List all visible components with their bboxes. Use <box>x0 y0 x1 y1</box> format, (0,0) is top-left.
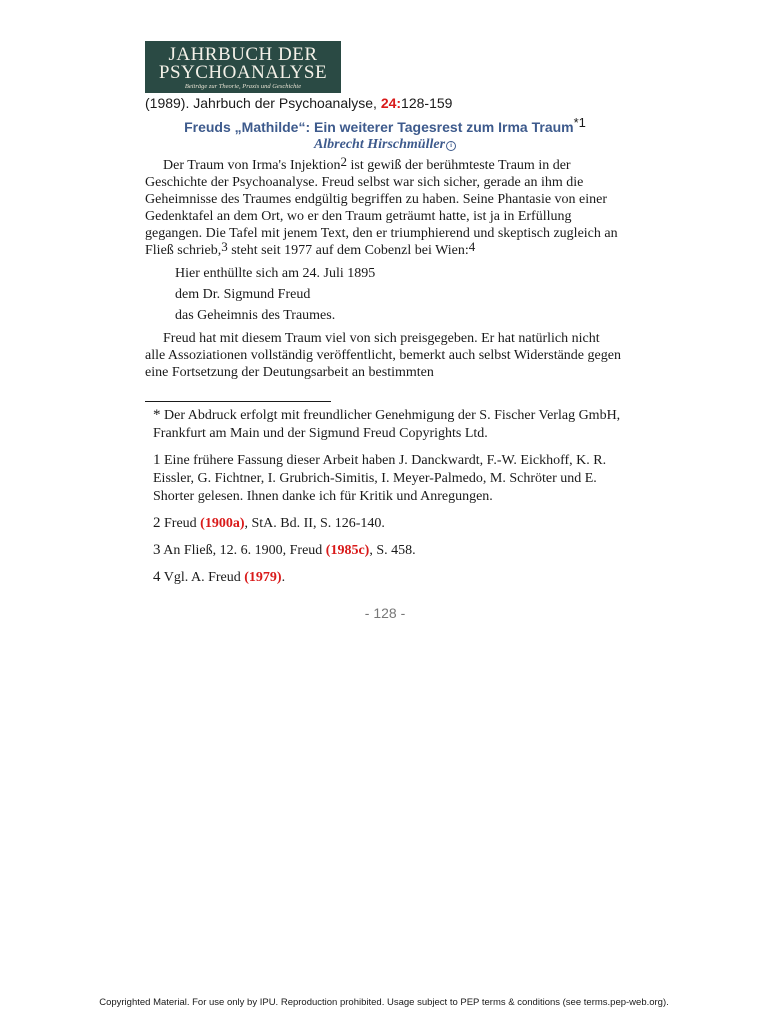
footnote-mark: * <box>153 407 161 423</box>
citation-pages: 128-159 <box>401 95 453 111</box>
volume-link[interactable]: 24: <box>380 95 402 111</box>
footnote-text: Vgl. A. Freud <box>160 570 245 585</box>
footnote-ref-4[interactable]: 4 <box>468 239 476 254</box>
footnote-mark: 1 <box>153 452 161 468</box>
footnote-divider <box>145 401 331 402</box>
author-info-icon[interactable]: i <box>446 141 456 151</box>
body-text: ist gewiß der berühmteste Traum in der Geschichte der Psychoanalyse. Freud selbst war sich sicher, gerade an ihm die Geheimnisse des Traumes endgültig begriffen zu haben. Seine Phantasie von einer Gedenktafel an dem Ort, wo er den Traum geträumt hatte, ist ja in Erfüllung gegangen. Die Tafel mit jenem Text, den er triumphierend und skeptisch zugleich an Fließ schrieb, <box>145 158 618 258</box>
page-number: - 128 - <box>364 605 406 621</box>
article-title <box>145 115 625 135</box>
body-text: Der Traum von Irma's Injektion <box>163 158 341 173</box>
citation-line <box>145 94 625 112</box>
logo-subtitle: Beiträge zur Theorie, Praxis und Geschichte <box>184 83 302 90</box>
inscription-line-2: dem Dr. Sigmund Freud <box>175 287 311 302</box>
body-paragraph-1 <box>145 154 623 259</box>
footnote-text: , StA. Bd. II, S. 126-140. <box>244 516 385 531</box>
reference-link-1985c[interactable]: (1985c) <box>325 543 370 558</box>
footnote-text: , S. 458. <box>369 543 416 558</box>
footnote-mark: 2 <box>153 515 161 531</box>
journal-logo <box>145 41 341 93</box>
author-name: Albrecht Hirschmüller <box>313 137 446 152</box>
reference-link-1979[interactable]: (1979) <box>244 570 282 585</box>
article-body <box>145 154 623 381</box>
footnote-1 <box>153 451 623 506</box>
footnote-ref-2[interactable]: 2 <box>340 154 348 169</box>
inscription <box>145 263 623 326</box>
inscription-line-1: Hier enthüllte sich am 24. Juli 1895 <box>175 266 376 281</box>
citation-prefix: (1989). Jahrbuch der Psychoanalyse, <box>145 95 381 111</box>
article-title-text: Freuds „Mathilde“: Ein weiterer Tagesrest zum Irma Traum <box>184 119 574 135</box>
body-paragraph-2: Freud hat mit diesem Traum viel von sich preisgegeben. Er hat natürlich nicht alle Assoziationen vollständig veröffentlicht, bemerkt auch selbst Widerstände gegen eine Fortsetzung der Deutungsarbeit an bestimmten <box>145 331 621 380</box>
article-author <box>145 137 625 153</box>
footnote-4 <box>153 568 623 587</box>
logo-title-line2: PSYCHOANALYSE <box>158 62 328 83</box>
footnotes <box>153 406 623 595</box>
copyright-notice: Copyrighted Material. For use only by IPU. Reproduction prohibited. Usage subject to PEP terms & conditions (see terms.pep-web.org). <box>99 997 669 1008</box>
footnote-text: Der Abdruck erfolgt mit freundlicher Genehmigung der S. Fischer Verlag GmbH, Frankfurt am Main und der Sigmund Freud Copyrights Ltd. <box>153 408 621 441</box>
footnote-text: Eine frühere Fassung dieser Arbeit haben J. Danckwardt, F.-W. Eickhoff, K. R. Eissler, G. Fichtner, I. Grubrich-Simitis, I. Meyer-Palmedo, M. Schröter und E. Shorter gelesen. Ihnen danke ich für Kritik und Anregungen. <box>153 453 607 504</box>
body-text: steht seit 1977 auf dem Cobenzl bei Wien: <box>227 243 469 258</box>
footnote-3 <box>153 541 623 560</box>
footnote-mark: 3 <box>153 542 161 558</box>
footnote-star <box>153 406 623 443</box>
reference-link-1900a[interactable]: (1900a) <box>200 516 245 531</box>
logo-title-line1: JAHRBUCH DER <box>168 44 318 65</box>
inscription-line-3: das Geheimnis des Traumes. <box>175 308 336 323</box>
footnote-mark: 4 <box>153 569 161 585</box>
footnote-2 <box>153 514 623 533</box>
footnote-text: An Fließ, 12. 6. 1900, Freud <box>160 543 326 558</box>
footnote-text: . <box>281 570 286 585</box>
footnote-text: Freud <box>160 516 201 531</box>
footnote-ref-3[interactable]: 3 <box>221 239 228 254</box>
title-footnote-mark[interactable]: *1 <box>573 115 586 130</box>
